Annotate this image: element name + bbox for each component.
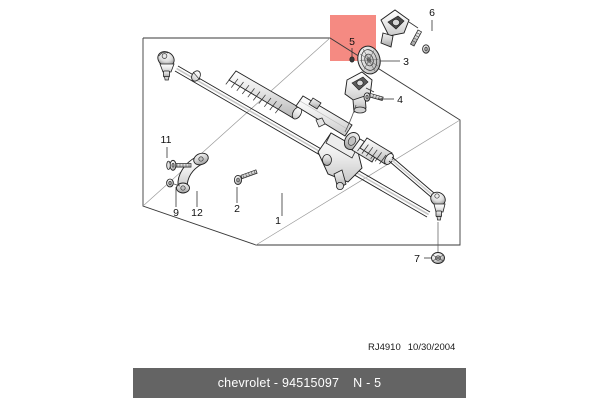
pump-bolt-item4 [364, 93, 383, 101]
callout-9: 9 [173, 207, 179, 219]
callout-7: 7 [414, 253, 420, 265]
drawing-number-value: RJ4910 [368, 342, 401, 353]
callout-1: 1 [275, 215, 281, 227]
mounting-bracket-assembly [167, 151, 210, 193]
callout-12: 12 [191, 207, 203, 219]
drawing-date-value: 10/30/2004 [407, 342, 456, 353]
left-tie-rod-assembly [155, 49, 430, 217]
right-tie-rod-assembly [389, 157, 448, 264]
tie-rod-nut-item7 [432, 222, 445, 264]
pump-body [345, 72, 374, 113]
callout-11: 11 [160, 134, 172, 146]
callout-5: 5 [349, 36, 355, 48]
caption-brand-part: chevrolet - 94515097 [217, 376, 340, 390]
drawing-number-block [368, 342, 478, 353]
left-ball-joint [155, 49, 177, 80]
caption-bar [133, 368, 466, 398]
callout-6: 6 [429, 7, 435, 19]
caption-section: N - 5 [353, 376, 382, 390]
rack-tube [296, 96, 352, 136]
callout-4: 4 [397, 94, 403, 106]
housing-bolt-item2 [234, 170, 257, 185]
pump-stud-item5 [350, 57, 354, 62]
callout-3: 3 [403, 56, 409, 68]
left-bellows-boot [226, 71, 304, 121]
pump-bolt-item6 [410, 30, 429, 53]
callout-2: 2 [234, 203, 240, 215]
